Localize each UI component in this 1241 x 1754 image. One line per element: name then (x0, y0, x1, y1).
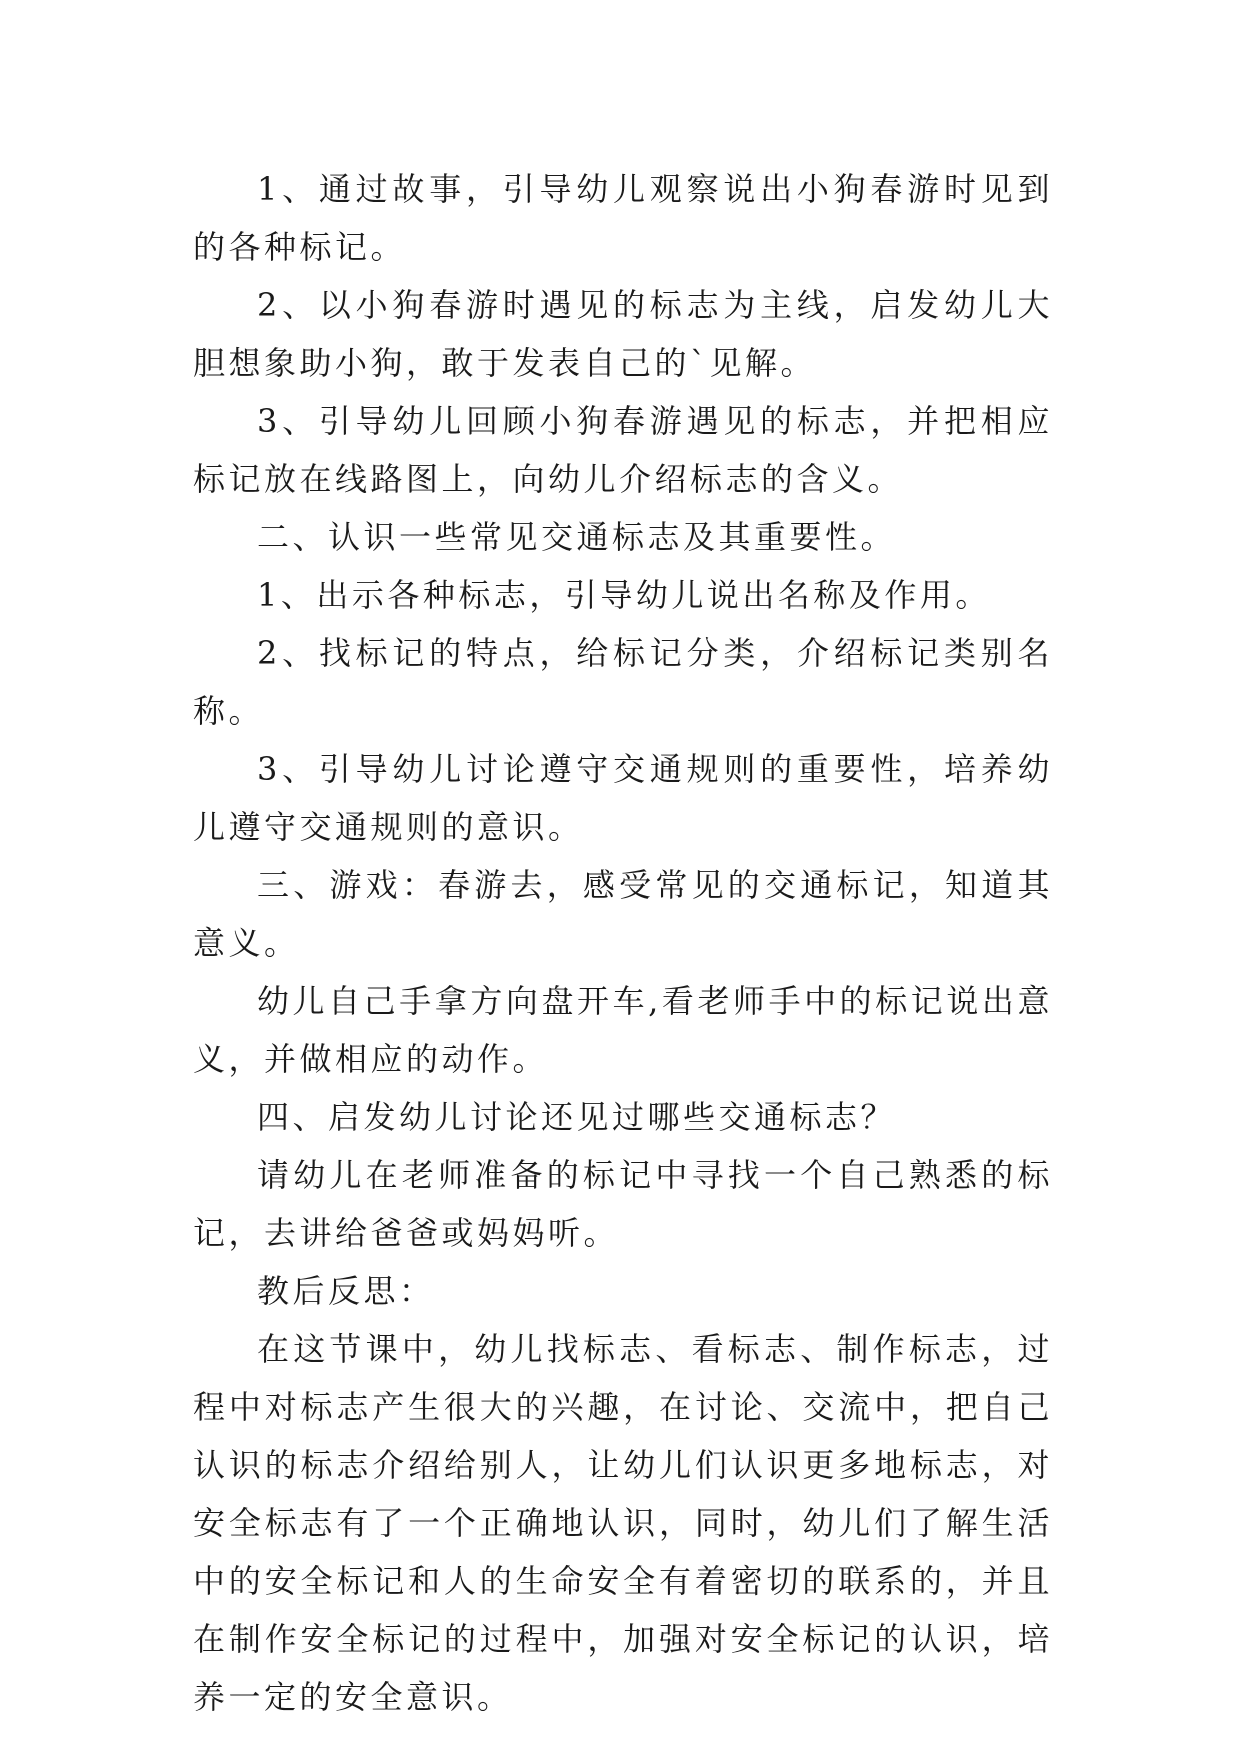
section-heading: 三、游戏：春游去，感受常见的交通标记，知道其意义。 (193, 866, 1053, 962)
paragraph: 1、通过故事，引导幼儿观察说出小狗春游时见到的各种标记。 (193, 170, 1053, 266)
section-heading: 教后反思： (257, 1272, 435, 1310)
paragraph: 3、引导幼儿回顾小狗春游遇见的标志，并把相应标记放在线路图上，向幼儿介绍标志的含义。 (193, 402, 1053, 498)
paragraph: 在这节课中，幼儿找标志、看标志、制作标志，过程中对标志产生很大的兴趣，在讨论、交流中，把自己认识的标志介绍给别人，让幼儿们认识更多地标志，对安全标志有了一个正确地认识，同时，幼儿们了解生活中的安全标记和人的生命安全有着密切的联系的，并且在制作安全标记的过程中，加强对安全标记的认识，培养一定的安全意识。 (193, 1330, 1053, 1716)
paragraph: 3、引导幼儿讨论遵守交通规则的重要性，培养幼儿遵守交通规则的意识。 (193, 750, 1053, 846)
paragraph: 幼儿自己手拿方向盘开车,看老师手中的标记说出意义，并做相应的动作。 (193, 982, 1053, 1078)
paragraph: 2、以小狗春游时遇见的标志为主线，启发幼儿大胆想象助小狗，敢于发表自己的`见解。 (193, 286, 1053, 382)
section-heading: 二、认识一些常见交通标志及其重要性。 (257, 518, 897, 556)
paragraph: 2、找标记的特点，给标记分类，介绍标记类别名称。 (193, 634, 1053, 730)
paragraph: 请幼儿在老师准备的标记中寻找一个自己熟悉的标记，去讲给爸爸或妈妈听。 (193, 1156, 1053, 1252)
document-body (193, 160, 1053, 1726)
paragraph: 1、出示各种标志，引导幼儿说出名称及作用。 (257, 576, 991, 614)
section-heading: 四、启发幼儿讨论还见过哪些交通标志？ (257, 1098, 897, 1136)
